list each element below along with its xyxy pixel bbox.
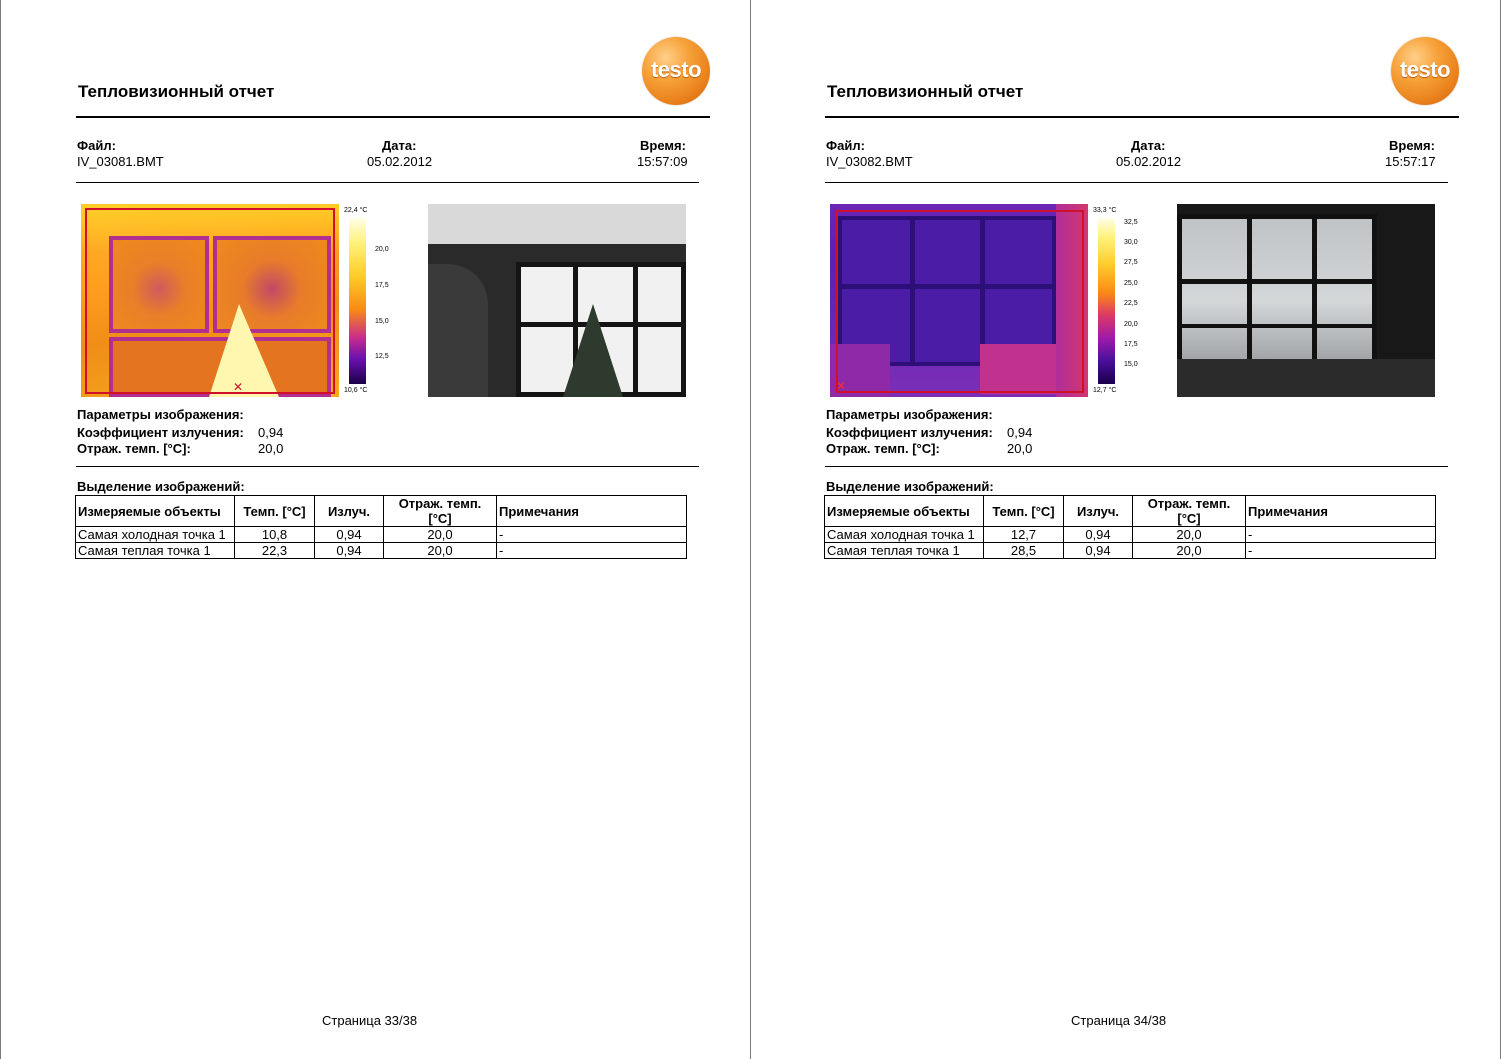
color-scale-bar <box>1098 218 1115 384</box>
report-title: Тепловизионный отчет <box>78 82 275 101</box>
col-header: Темп. [°C] <box>984 496 1064 527</box>
col-header: Излуч. <box>315 496 384 527</box>
emissivity-label: Коэффициент излучения: <box>77 425 244 440</box>
scale-tick: 32,5 <box>1124 219 1138 226</box>
emissivity-value: 0,94 <box>258 425 284 440</box>
scale-tick: 12,5 <box>375 353 389 360</box>
testo-logo <box>1391 37 1459 105</box>
visual-photo <box>1177 204 1435 397</box>
reflected-temp-value: 20,0 <box>1007 441 1033 456</box>
table-cell: 0,94 <box>315 543 384 559</box>
header-divider <box>76 182 699 183</box>
thermal-image <box>81 204 339 397</box>
measurements-table <box>75 495 687 559</box>
scale-tick: 25,0 <box>1124 280 1138 287</box>
scale-max-label: 22,4 °C <box>344 207 368 214</box>
file-value: IV_03081.BMT <box>77 154 164 169</box>
table-cell: 0,94 <box>1064 527 1133 543</box>
col-header: Отраж. темп. [°C] <box>1133 496 1246 527</box>
page-number: Страница 33/38 <box>322 1013 418 1028</box>
params-divider <box>76 466 699 467</box>
table-cell: 28,5 <box>984 543 1064 559</box>
reflected-temp-label: Отраж. темп. [°C]: <box>77 441 191 456</box>
page-number: Страница 34/38 <box>1071 1013 1167 1028</box>
table-cell: 0,94 <box>315 527 384 543</box>
scale-tick: 17,5 <box>375 282 389 289</box>
scale-tick: 20,0 <box>1124 321 1138 328</box>
col-header: Измеряемые объекты <box>76 496 235 527</box>
table-cell: Самая теплая точка 1 <box>825 543 984 559</box>
table-cell: Самая теплая точка 1 <box>76 543 235 559</box>
params-heading: Параметры изображения: <box>77 407 244 422</box>
col-header: Измеряемые объекты <box>825 496 984 527</box>
table-cell: 20,0 <box>384 543 497 559</box>
date-label: Дата: <box>1131 138 1166 153</box>
col-header: Излуч. <box>1064 496 1133 527</box>
time-label: Время: <box>640 138 686 153</box>
table-cell: - <box>497 527 687 543</box>
date-label: Дата: <box>382 138 417 153</box>
col-header: Примечания <box>1246 496 1436 527</box>
reflected-temp-label: Отраж. темп. [°C]: <box>826 441 940 456</box>
cold-spot-marker-icon: ✕ <box>233 380 244 394</box>
measurements-table <box>824 495 1436 559</box>
thermal-image <box>830 204 1088 397</box>
col-header: Примечания <box>497 496 687 527</box>
emissivity-value: 0,94 <box>1007 425 1033 440</box>
table-cell: - <box>1246 543 1436 559</box>
table-header-row <box>825 496 1436 527</box>
date-value: 05.02.2012 <box>1116 154 1182 169</box>
table-cell: 10,8 <box>235 527 315 543</box>
scale-tick: 30,0 <box>1124 239 1138 246</box>
params-heading: Параметры изображения: <box>826 407 993 422</box>
roi-rectangle <box>836 210 1084 393</box>
header-divider <box>825 182 1448 183</box>
scale-tick: 27,5 <box>1124 259 1138 266</box>
table-cell: Самая холодная точка 1 <box>76 527 235 543</box>
time-value: 15:57:17 <box>1385 154 1436 169</box>
table-cell: - <box>1246 527 1436 543</box>
table-cell: 0,94 <box>1064 543 1133 559</box>
date-value: 05.02.2012 <box>367 154 433 169</box>
table-cell: 20,0 <box>1133 527 1246 543</box>
reflected-temp-value: 20,0 <box>258 441 284 456</box>
table-cell: - <box>497 543 687 559</box>
report-title: Тепловизионный отчет <box>827 82 1024 101</box>
scale-min-label: 10,6 °C <box>344 387 368 394</box>
scale-tick: 15,0 <box>375 318 389 325</box>
file-value: IV_03082.BMT <box>826 154 913 169</box>
scale-tick: 20,0 <box>375 246 389 253</box>
table-cell: 20,0 <box>1133 543 1246 559</box>
logo-text: testo <box>650 57 702 82</box>
selection-heading: Выделение изображений: <box>826 479 994 494</box>
table-cell: Самая холодная точка 1 <box>825 527 984 543</box>
table-header-row <box>76 496 687 527</box>
scale-tick: 22,5 <box>1124 300 1138 307</box>
file-label: Файл: <box>826 138 865 153</box>
scale-min-label: 12,7 °C <box>1093 387 1117 394</box>
file-label: Файл: <box>77 138 116 153</box>
table-cell: 22,3 <box>235 543 315 559</box>
visual-photo <box>428 204 686 397</box>
params-divider <box>825 466 1448 467</box>
table-cell: 12,7 <box>984 527 1064 543</box>
table-row <box>76 543 687 559</box>
hot-spot-marker-icon: ✕ <box>836 379 847 393</box>
report-page-34 <box>751 0 1501 1059</box>
scale-max-label: 33,3 °C <box>1093 207 1117 214</box>
scale-tick: 17,5 <box>1124 341 1138 348</box>
title-divider <box>825 116 1459 118</box>
emissivity-label: Коэффициент излучения: <box>826 425 993 440</box>
table-row <box>825 543 1436 559</box>
table-row <box>76 527 687 543</box>
scale-tick: 15,0 <box>1124 361 1138 368</box>
table-cell: 20,0 <box>384 527 497 543</box>
table-row <box>825 527 1436 543</box>
logo-text: testo <box>1399 57 1451 82</box>
roi-rectangle <box>85 208 335 394</box>
time-value: 15:57:09 <box>637 154 688 169</box>
col-header: Отраж. темп. [°C] <box>384 496 497 527</box>
testo-logo <box>642 37 710 105</box>
color-scale-bar <box>349 218 366 384</box>
title-divider <box>76 116 710 118</box>
selection-heading: Выделение изображений: <box>77 479 245 494</box>
time-label: Время: <box>1389 138 1435 153</box>
col-header: Темп. [°C] <box>235 496 315 527</box>
